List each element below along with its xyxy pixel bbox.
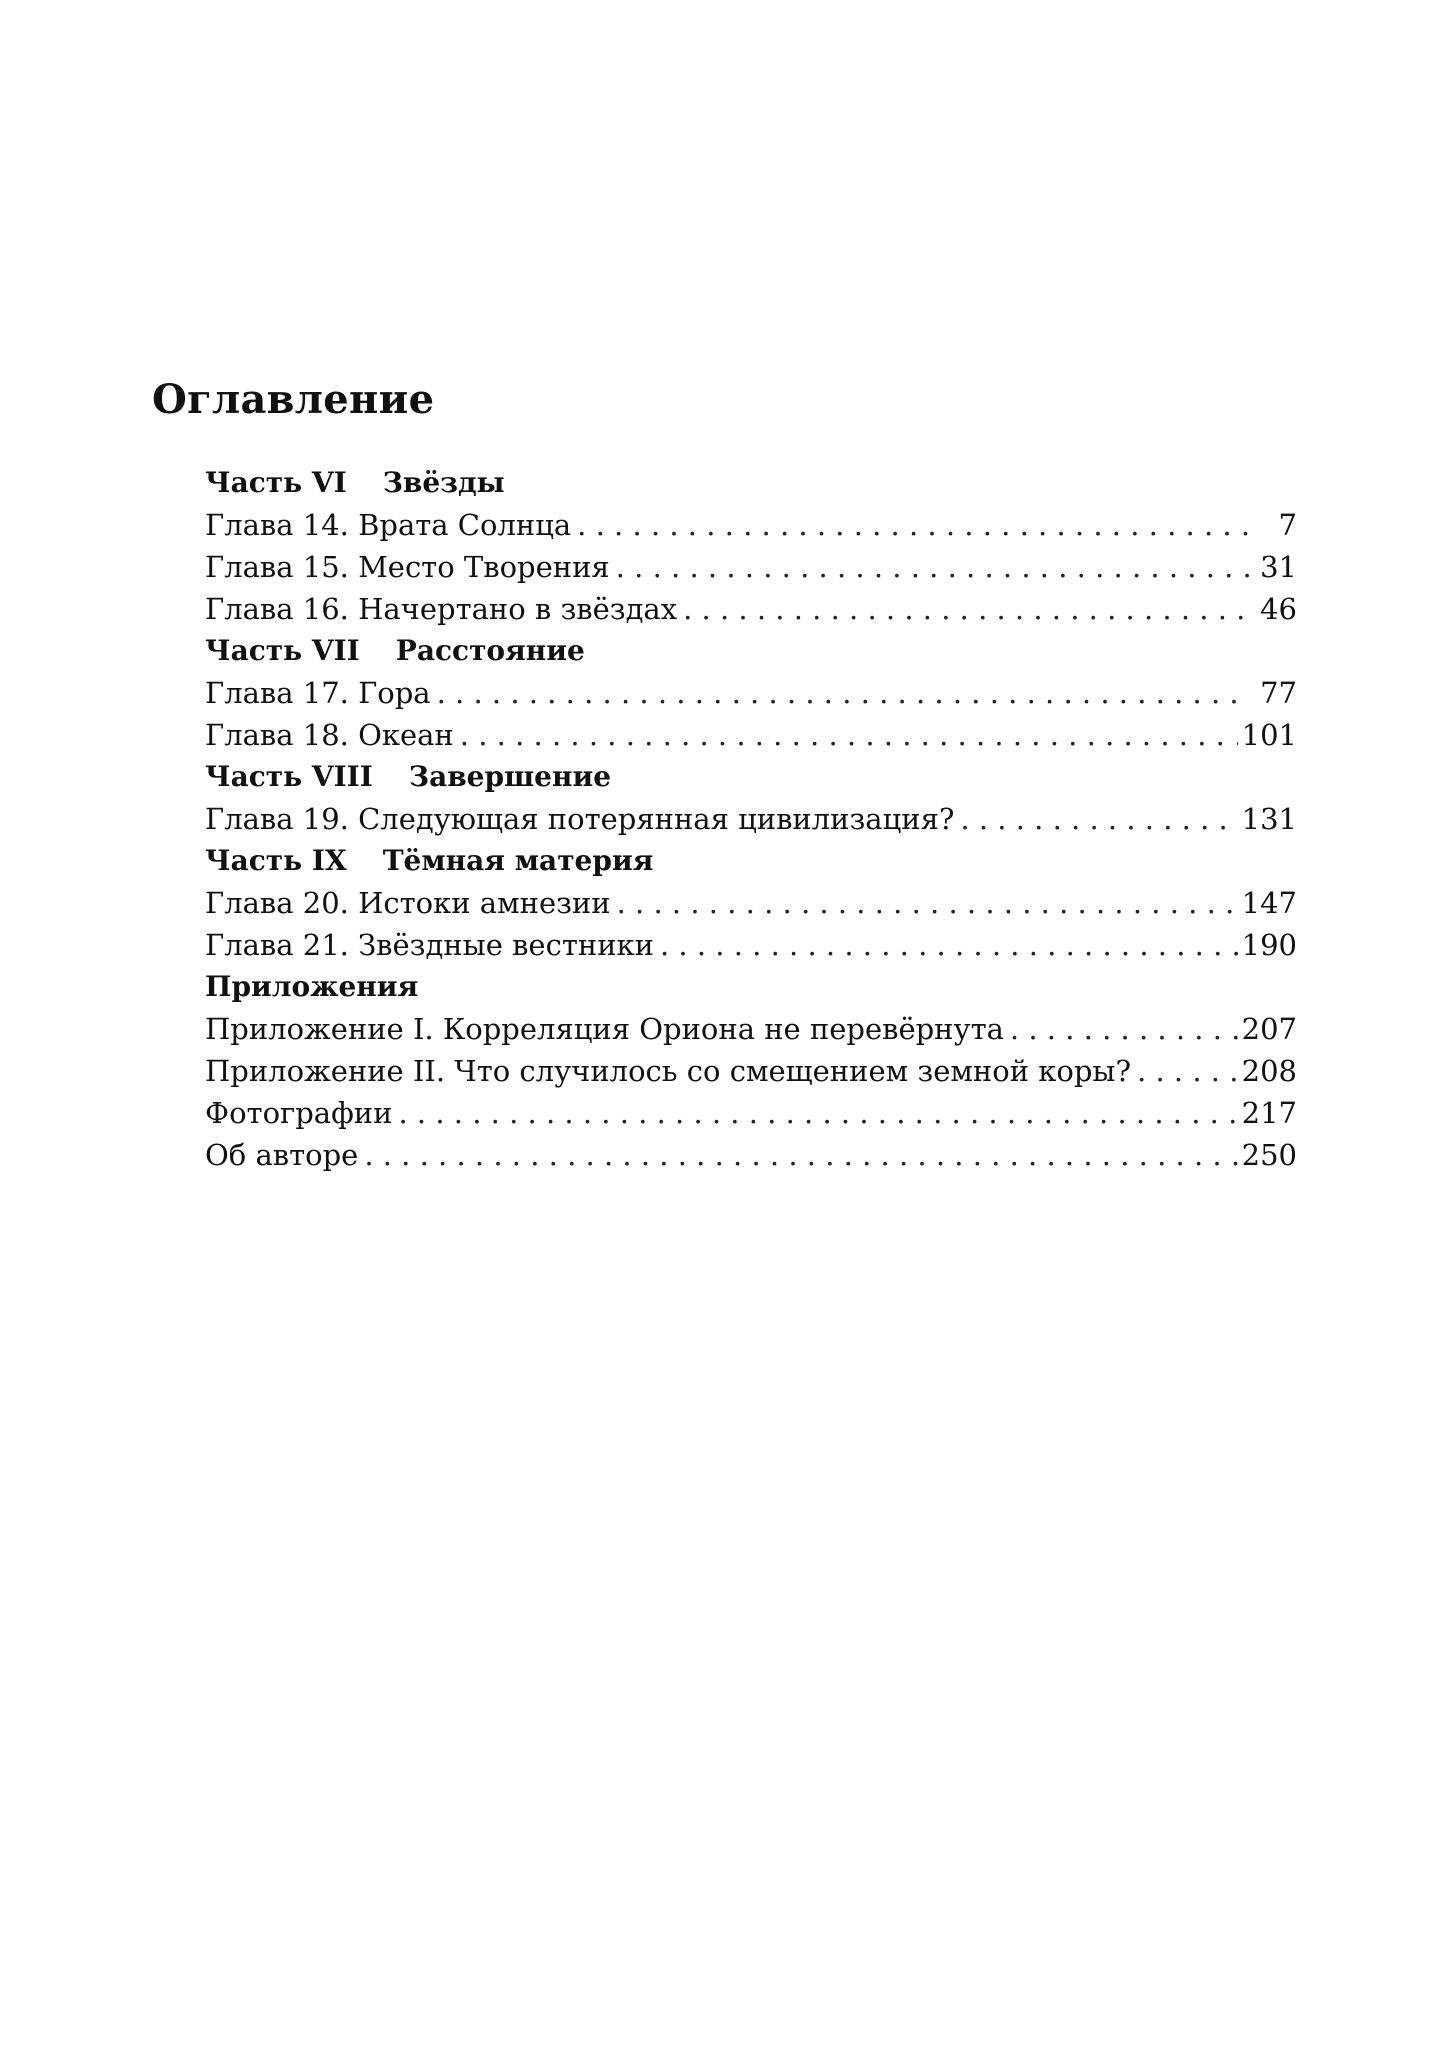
toc-section-part-9 [205,840,1297,966]
entry-label: Глава 20. Истоки амнезии [205,886,611,920]
entry-page-number: 131 [1241,802,1297,836]
toc-entry[interactable] [205,714,1297,756]
section-heading [205,462,1297,504]
toc-entry[interactable] [205,1050,1297,1092]
section-part-label: Часть VIII [205,760,373,793]
section-heading [205,966,1297,1008]
dot-leader [460,714,1238,756]
section-part-label: Часть IX [205,844,347,877]
toc-section-appendices [205,966,1297,1176]
toc-section-part-8 [205,756,1297,840]
toc-entry[interactable] [205,1008,1297,1050]
entry-label: Глава 17. Гора [205,676,431,710]
entry-label: Об авторе [205,1138,359,1172]
toc-entry[interactable] [205,504,1297,546]
toc-entry[interactable] [205,588,1297,630]
entry-label: Глава 18. Океан [205,718,454,752]
dot-leader [616,546,1249,588]
toc-entry[interactable] [205,798,1297,840]
entry-page-number: 46 [1260,592,1297,626]
entry-page-number: 101 [1241,718,1297,752]
dot-leader [398,1092,1237,1134]
entry-label: Фотографии [205,1096,393,1130]
section-name: Тёмная материя [382,844,654,877]
entry-page-number: 208 [1241,1054,1297,1088]
section-part-label: Приложения [205,970,419,1003]
dot-leader [577,504,1249,546]
dot-leader [1137,1050,1238,1092]
section-name: Завершение [408,760,612,793]
entry-label: Глава 21. Звёздные вестники [205,928,654,962]
dot-leader [660,924,1238,966]
section-part-label: Часть VI [205,466,347,499]
entry-label: Приложение II. Что случилось со смещением земной коры? [205,1054,1132,1088]
entry-label: Глава 16. Начертано в звёздах [205,592,678,626]
entry-page-number: 7 [1278,508,1297,542]
section-heading [205,756,1297,798]
entry-page-number: 250 [1241,1138,1297,1172]
toc-entry[interactable] [205,546,1297,588]
dot-leader [364,1134,1237,1176]
dot-leader [683,588,1249,630]
entry-label: Глава 15. Место Творения [205,550,610,584]
toc-section-part-6 [205,462,1297,630]
section-name: Звёзды [382,466,505,499]
entry-label: Глава 19. Следующая потерянная цивилизация? [205,802,955,836]
entry-page-number: 207 [1241,1012,1297,1046]
dot-leader [617,882,1238,924]
toc-section-part-7 [205,630,1297,756]
dot-leader [437,672,1249,714]
toc-entry[interactable] [205,882,1297,924]
table-of-contents [205,462,1297,1176]
toc-entry[interactable] [205,924,1297,966]
entry-page-number: 147 [1241,886,1297,920]
section-name: Расстояние [395,634,585,667]
dot-leader [1010,1008,1238,1050]
section-part-label: Часть VII [205,634,360,667]
toc-entry[interactable] [205,1134,1297,1176]
entry-page-number: 190 [1241,928,1297,962]
entry-page-number: 217 [1241,1096,1297,1130]
toc-title: Оглавление [152,376,435,423]
entry-page-number: 77 [1260,676,1297,710]
toc-entry[interactable] [205,1092,1297,1134]
entry-label: Глава 14. Врата Солнца [205,508,572,542]
dot-leader [960,798,1237,840]
section-heading [205,630,1297,672]
toc-entry[interactable] [205,672,1297,714]
entry-page-number: 31 [1260,550,1297,584]
entry-label: Приложение I. Корреляция Ориона не перевёрнута [205,1012,1004,1046]
section-heading [205,840,1297,882]
